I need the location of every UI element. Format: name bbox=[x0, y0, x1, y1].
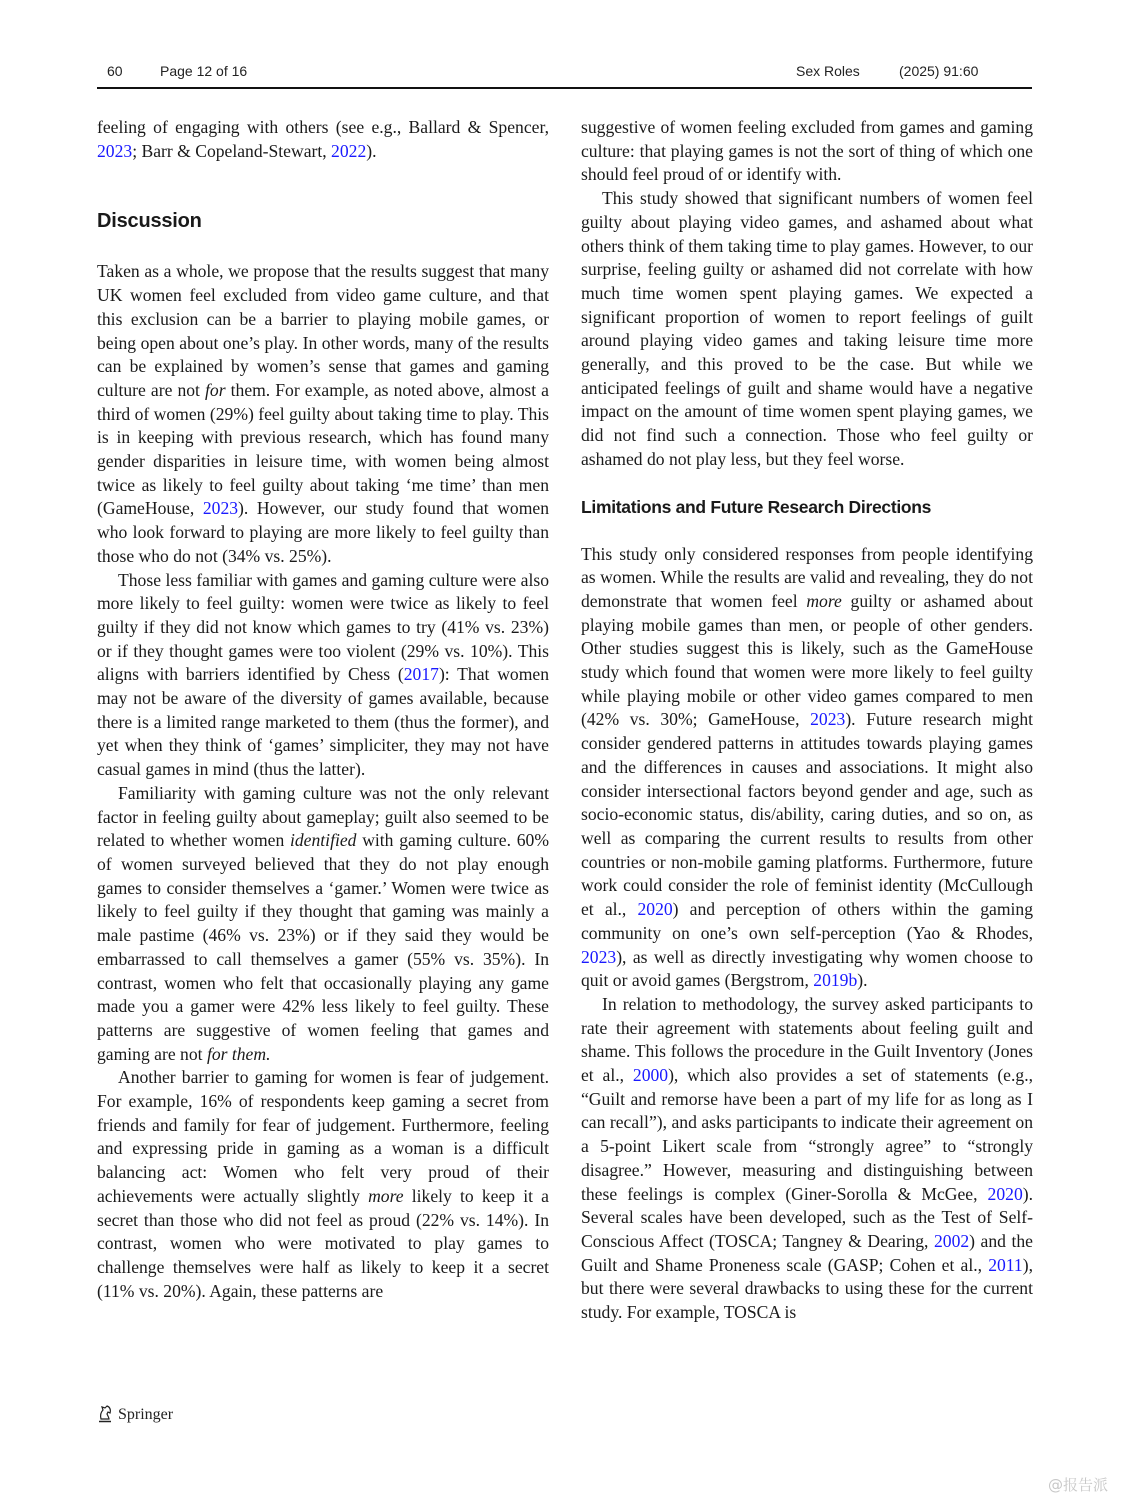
paragraph bbox=[97, 782, 549, 1066]
citation-link[interactable]: 2023 bbox=[97, 140, 133, 161]
paragraph bbox=[97, 569, 549, 782]
text: ). Future research might consider gendered patterns in attitudes towards playing games and the differences in causes and associations. It might also consider intersectional factors beyond gender and age, such as socio-economic status, dis/ability, caring duties, and so on, as well as comparing the current results to results from other countries or non-mobile gaming platforms. Furthermore, future work could consider the role of feminist identity (McCullough et al., bbox=[581, 709, 1034, 920]
citation-link[interactable]: 2011 bbox=[988, 1254, 1023, 1275]
left-column bbox=[97, 116, 549, 1303]
text: ). bbox=[366, 140, 377, 161]
citation-link[interactable]: 2020 bbox=[987, 1183, 1023, 1204]
citation-link[interactable]: 2023 bbox=[202, 498, 239, 519]
text: Those less familiar with games and gaming culture were also more likely to feel guilty: women were twice as likely to feel guilty if they did not know which games to try (41% vs. 23%) or if they thought games were too violent (29% vs. 10%). This aligns with barriers identified by Chess ( bbox=[97, 569, 549, 685]
page-of-count: Page 12 of 16 bbox=[160, 63, 248, 79]
springer-knight-icon bbox=[97, 1403, 118, 1428]
text: ). Several scales have been developed, such as the Test of Self-Conscious Affect (TOSCA; Tangney & Dearing, bbox=[581, 1183, 1033, 1251]
text: Another barrier to gaming for women is fear of judgement. For example, 16% of respondents keep gaming a secret from friends and family for fear of judgement. Furthermore, feeling and expressing pride in gaming as a woman is a difficult balancing act: Women who felt very proud of their achievements were actually slightly bbox=[97, 1067, 549, 1206]
citation-link[interactable]: 2000 bbox=[632, 1065, 669, 1086]
emphasis: for them. bbox=[206, 1043, 271, 1064]
volume-issue: (2025) 91:60 bbox=[899, 63, 979, 79]
paragraph bbox=[581, 993, 1033, 1325]
right-column bbox=[581, 116, 1033, 1325]
emphasis: identified bbox=[290, 830, 357, 851]
paragraph: suggestive of women feeling excluded from games and gaming culture: that playing games is not the sort of thing of which one should feel proud of or identify with. bbox=[581, 117, 1033, 185]
text: Familiarity with gaming culture was not the only relevant factor in feeling guilty about gameplay; guilt also seemed to be related to whether women bbox=[97, 782, 549, 851]
paragraph bbox=[97, 260, 549, 568]
text: them. For example, as noted above, almost a third of women (29%) feel guilty about taking time to play. This is in keeping with previous research, which has found many gender disparities in leisure time, with women being almost twice as likely to feel guilty about taking ‘me time’ than men (GameHouse, bbox=[97, 379, 549, 519]
citation-link[interactable]: 2002 bbox=[933, 1230, 970, 1251]
text: Taken as a whole, we propose that the results suggest that many UK women feel excluded from video game culture, and that this exclusion can be a barrier to playing mobile games, or being open about one’s play. In other words, many of the results can be explained by women’s sense that games and gaming culture are not bbox=[97, 261, 549, 400]
journal-name: Sex Roles bbox=[796, 63, 860, 79]
text: ). However, our study found that women who look forward to playing are more likely to feel guilty than those who do not (34% vs. 25%). bbox=[97, 498, 549, 566]
emphasis: more bbox=[368, 1185, 404, 1206]
publisher-name: Springer bbox=[118, 1406, 174, 1423]
text: ; Barr & Copeland-Stewart, bbox=[132, 140, 332, 161]
section-heading-discussion: Discussion bbox=[97, 210, 202, 233]
citation-link[interactable]: 2017 bbox=[403, 664, 439, 685]
text: ), as well as directly investigating why women choose to quit or avoid games (Bergstrom, bbox=[581, 946, 1033, 991]
text: ), which also provides a set of statements (e.g., “Guilt and remorse have been a part of my life for as long as I can recall”), and asks participants to indicate their agreement on a 5-point Likert scale from “strongly agree” to “strongly disagree.” However, measuring and distinguishing between these feelings is complex (Giner-Sorolla & McGee, bbox=[581, 1065, 1033, 1204]
citation-link[interactable]: 2023 bbox=[581, 946, 617, 967]
paragraph bbox=[581, 543, 1033, 993]
text: ) and perception of others within the gaming community on one’s own self-perception (Yao & Rhodes, bbox=[581, 899, 1033, 943]
emphasis: for bbox=[205, 379, 226, 400]
publisher-logo bbox=[97, 1404, 173, 1426]
watermark: @报告派 bbox=[1048, 1476, 1109, 1494]
page-number: 60 bbox=[107, 63, 123, 79]
paragraph: This study showed that significant numbers of women feel guilty about playing video games, and ashamed about what others think of them taking time to play games. However, to our surprise, feeling guilty or ashamed did not correlate with how much time women spent playing games. We expected a significant proportion of women to report feelings of guilt around playing video games and taking leisure time more generally, and this proved to be the case. But while we anticipated feelings of guilt and shame would have a negative impact on the amount of time women spent playing games, we did not find such a connection. Those who feel guilty or ashamed do not play less, but they feel worse. bbox=[581, 188, 1033, 469]
text: with gaming culture. 60% of women surveyed believed that they do not play enough games to consider themselves a ‘gamer.’ Women were twice as likely to feel guilty if they thought that gaming was mainly a male pastime (46% vs. 23%) or if they said they would be embarrassed to call themselves a gamer (55% vs. 35%). In contrast, women who felt that occasionally playing any game made you a gamer were 42% less likely to feel guilty. These patterns are suggestive of women feeling that games and gaming are not bbox=[97, 830, 549, 1064]
text: ). bbox=[857, 970, 868, 991]
section-heading-limitations: Limitations and Future Research Directions bbox=[581, 496, 932, 517]
emphasis: more bbox=[806, 590, 842, 611]
citation-link[interactable]: 2019b bbox=[813, 970, 858, 991]
header-rule bbox=[97, 87, 1032, 89]
text: In relation to methodology, the survey asked participants to rate their agreement with statements about feeling guilt and shame. This follows the procedure in the Guilt Inventory (Jones et al., bbox=[581, 993, 1033, 1086]
text: ) and the Guilt and Shame Proneness scale (GASP; Cohen et al., bbox=[581, 1230, 1033, 1275]
paragraph bbox=[97, 116, 549, 163]
text: guilty or ashamed about playing mobile games than men, or people of other genders. Other studies suggest this is likely, such as the GameHouse study which found that women were more likely to feel guilty while playing mobile or other video games compared to men (42% vs. 30%; GameHouse, bbox=[581, 590, 1033, 730]
text: feeling of engaging with others (see e.g., Ballard & Spencer, bbox=[97, 117, 549, 137]
text: ), but there were several drawbacks to using these for the current study. For example, TOSCA is bbox=[581, 1254, 1033, 1323]
citation-link[interactable]: 2023 bbox=[810, 709, 846, 730]
text: ): That women may not be aware of the diversity of games available, because there is a limited range marketed to them (thus the former), and yet when they think of ‘games’ simpliciter, they may not have casual games in mind (thus the latter). bbox=[97, 664, 550, 780]
citation-link[interactable]: 2022 bbox=[331, 140, 367, 161]
paragraph bbox=[97, 1066, 549, 1303]
text: This study only considered responses from people identifying as women. While the results are valid and revealing, they do not demonstrate that women feel bbox=[581, 543, 1033, 611]
text: likely to keep it a secret than those who did not feel as proud (22% vs. 14%). In contrast, women who were motivated to play games to challenge themselves were half as likely to keep it a secret (11% vs. 20%). Again, these patterns are bbox=[97, 1185, 549, 1301]
running-header bbox=[97, 60, 1032, 86]
citation-link[interactable]: 2020 bbox=[637, 899, 673, 920]
